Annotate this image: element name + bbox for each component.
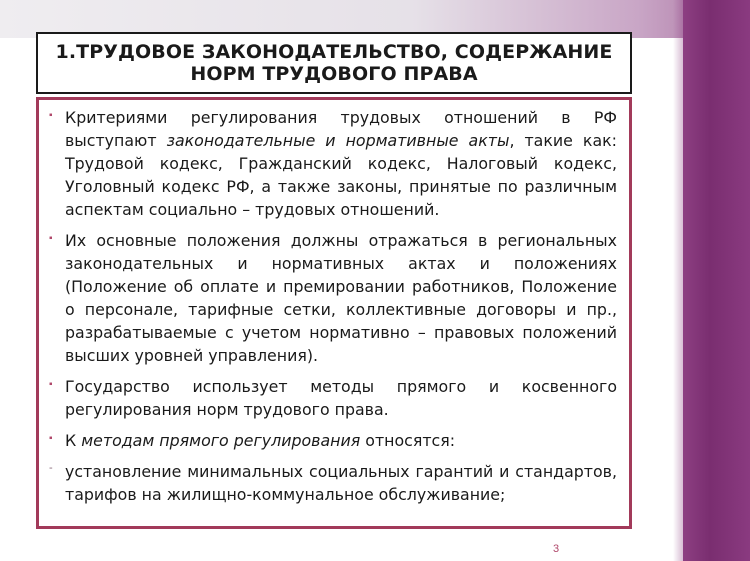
title-box	[36, 32, 632, 94]
square-bullet-icon: ▪	[49, 233, 53, 244]
list-item	[49, 429, 617, 452]
list-item-text: установление минимальных социальных гарантий и стандартов, тарифов на жилищно-коммунальное обслуживание;	[65, 462, 617, 504]
dash-bullet-icon: -	[49, 462, 53, 474]
list-item-text: Критериями регулирования трудовых отношений в РФ выступают законодательные и нормативные акты, такие как: Трудовой кодекс, Гражданский кодекс, Налоговый кодекс, Уголовный кодекс РФ, а также законы, принятые по различным аспектам социально – трудовых отношений.	[65, 108, 617, 219]
list-item	[49, 106, 617, 221]
list-item-text: Государство использует методы прямого и косвенного регулирования норм трудового права.	[65, 377, 617, 419]
list-item	[49, 229, 617, 367]
list-item-text: К методам прямого регулирования относятся:	[65, 431, 456, 450]
list-item	[49, 375, 617, 421]
slide-title: 1.ТРУДОВОЕ ЗАКОНОДАТЕЛЬСТВО, СОДЕРЖАНИЕ НОРМ ТРУДОВОГО ПРАВА	[55, 41, 613, 85]
page-number: 3	[553, 543, 560, 555]
square-bullet-icon: ▪	[49, 433, 53, 444]
bullet-list	[49, 106, 617, 514]
right-purple-band	[683, 0, 750, 561]
list-item	[49, 460, 617, 506]
list-item-text: Их основные положения должны отражаться в региональных законодательных и нормативных актах и положениях (Положение об оплате и премировании работников, Положение о персонале, тарифные сетки, коллективные договоры и пр., разрабатываемые с учетом нормативно – правовых положений высших уровней управления).	[65, 231, 617, 365]
square-bullet-icon: ▪	[49, 110, 53, 121]
content-box	[36, 97, 632, 529]
square-bullet-icon: ▪	[49, 379, 53, 390]
